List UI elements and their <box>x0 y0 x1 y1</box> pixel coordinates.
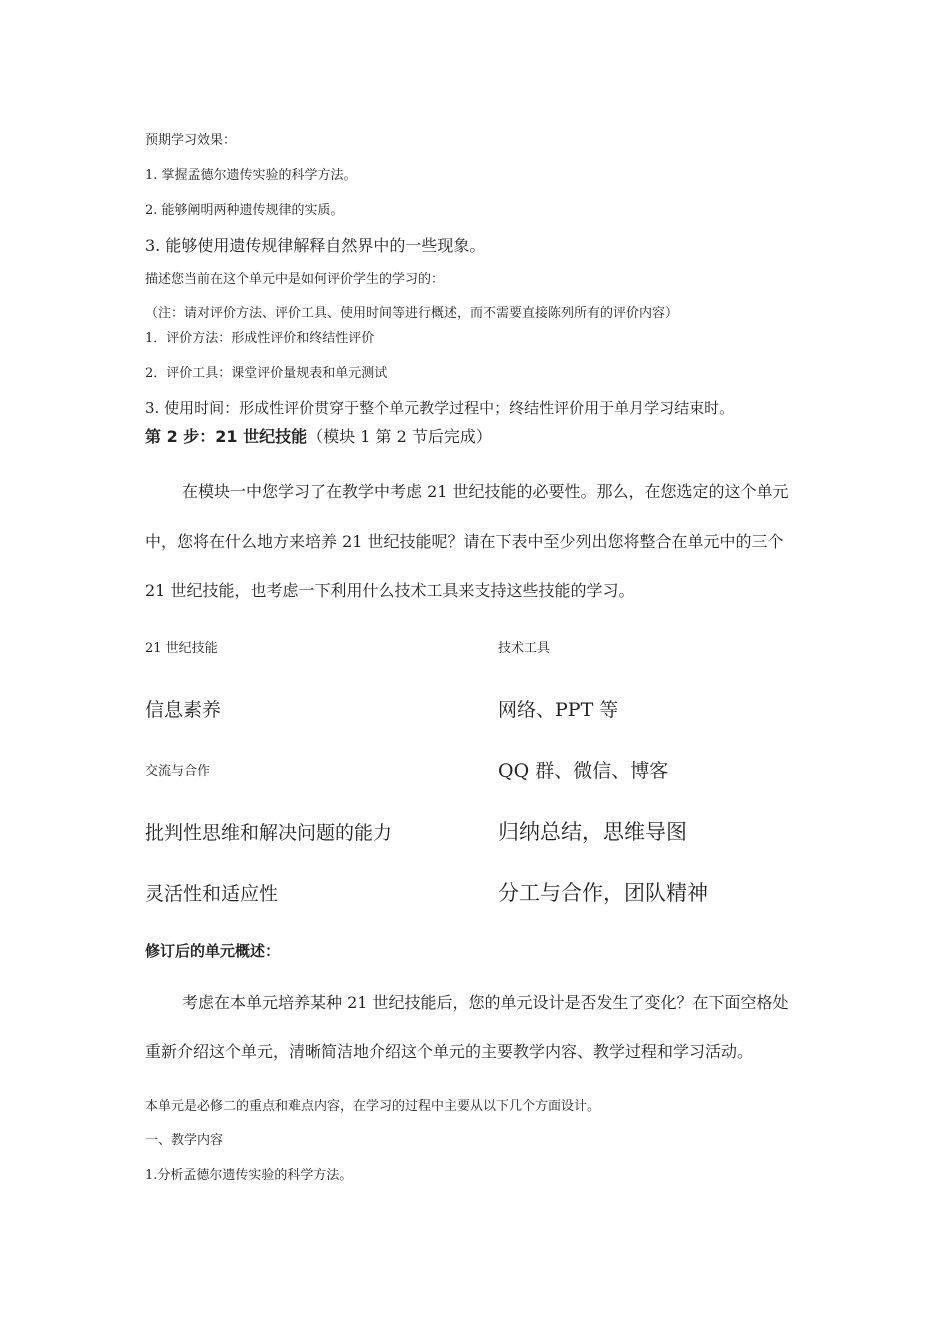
step2-paragraph-line: 21 世纪技能，也考虑一下利用什么技术工具来支持这些技能的学习。 <box>145 581 635 600</box>
evaluation-item: 3. 使用时间：形成性评价贯穿于整个单元教学过程中；终结性评价用于单月学习结束时。 <box>145 399 735 417</box>
step2-title-line <box>145 427 492 446</box>
step2-title: 第 2 步：21 世纪技能 <box>145 427 308 446</box>
evaluation-item: 2．评价工具：课堂评价量规表和单元测试 <box>145 366 388 381</box>
evaluation-item: 1．评价方法：形成性评价和终结性评价 <box>145 331 375 346</box>
table-cell-tool: QQ 群、微信、博客 <box>498 760 669 782</box>
table-cell-skill: 灵活性和适应性 <box>145 883 279 905</box>
unit-intro: 本单元是必修二的重点和难点内容，在学习的过程中主要从以下几个方面设计。 <box>145 1099 601 1114</box>
revised-paragraph-line: 重新介绍这个单元，清晰简洁地介绍这个单元的主要教学内容、教学过程和学习活动。 <box>145 1042 754 1061</box>
expected-outcome-item: 2. 能够阐明两种遗传规律的实质。 <box>145 203 344 218</box>
step2-subtitle: （模块 1 第 2 节后完成） <box>307 427 492 446</box>
content-item: 1.分析孟德尔遗传实验的科学方法。 <box>145 1168 353 1183</box>
expected-outcomes-heading: 预期学习效果： <box>145 133 237 148</box>
revised-overview-heading: 修订后的单元概述： <box>145 942 281 960</box>
section-heading: 一、教学内容 <box>145 1133 224 1148</box>
table-header-skills: 21 世纪技能 <box>145 641 218 656</box>
table-cell-skill: 批判性思维和解决问题的能力 <box>145 822 393 844</box>
evaluation-note: （注：请对评价方法、评价工具、使用时间等进行概述，而不需要直接陈列所有的评价内容） <box>145 306 679 321</box>
table-cell-tool: 分工与合作，团队精神 <box>498 881 708 905</box>
table-cell-skill: 交流与合作 <box>145 764 211 779</box>
evaluation-heading: 描述您当前在这个单元中是如何评价学生的学习的： <box>145 272 445 287</box>
table-header-tools: 技术工具 <box>498 641 551 656</box>
revised-paragraph-line: 考虑在本单元培养某种 21 世纪技能后，您的单元设计是否发生了变化？在下面空格处 <box>182 993 789 1012</box>
expected-outcome-item: 3. 能够使用遗传规律解释自然界中的一些现象。 <box>145 236 486 255</box>
step2-paragraph-line: 在模块一中您学习了在教学中考虑 21 世纪技能的必要性。那么，在您选定的这个单元 <box>182 482 789 501</box>
table-cell-skill: 信息素养 <box>145 699 222 721</box>
table-cell-tool: 归纳总结，思维导图 <box>498 820 687 844</box>
expected-outcome-item: 1. 掌握孟德尔遗传实验的科学方法。 <box>145 168 357 183</box>
table-cell-tool: 网络、PPT 等 <box>498 699 619 721</box>
step2-paragraph-line: 中，您将在什么地方来培养 21 世纪技能呢？请在下表中至少列出您将整合在单元中的三个 <box>145 532 784 551</box>
